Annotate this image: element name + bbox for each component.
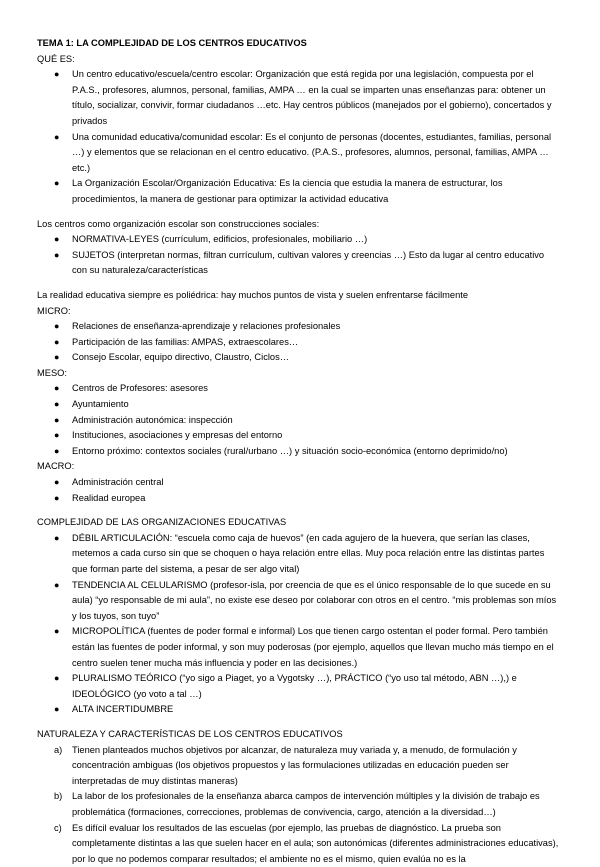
list-item: a) Tienen planteados muchos objetivos por alcanzar, de naturaleza muy variada y, a menudo, de formulación y concentración ambiguas (los objetivos propuestos y las formulaciones utilizadas en educación pueden ser interpretadas de muy distintas maneras)	[37, 743, 560, 790]
bullet-icon: ●	[54, 624, 59, 640]
macro-label: MACRO:	[37, 459, 560, 475]
list-item: b) La labor de los profesionales de la enseñanza abarca campos de intervención múltiples y la división de trabajo es problemática (formaciones, correcciones, problemas de convivencia, cargo, atención a la diversidad…)	[37, 789, 560, 820]
list-item: ● MICROPOLÍTICA (fuentes de poder formal e informal) Los que tienen cargo ostentan el poder formal. Pero también están las fuentes de poder informal, y son muy poderosas (por ejemplo, aquellos que llevan mucho más tiempo en el centro suelen tener mucha más influencia y poder en las decisiones.)	[37, 624, 560, 671]
list-item: ● DÉBIL ARTICULACIÓN: “escuela como caja de huevos” (en cada agujero de la huevera, que serían las clases, metemos a cada curso sin que se choquen o haya relación entre ellas. Muy poca relación entre las distintas partes que forman parte del sistema, a pesar de ser algo vital)	[37, 531, 560, 578]
bullet-icon: ●	[54, 444, 59, 460]
que-es-label: QUÉ ES:	[37, 52, 560, 68]
macro-list	[37, 475, 560, 506]
bullet-icon: ●	[54, 702, 59, 718]
list-item: ● Administración central	[37, 475, 560, 491]
list-item: ● Entorno próximo: contextos sociales (rural/urbano …) y situación socio-económica (entorno deprimido/no)	[37, 444, 560, 460]
item-letter: a)	[54, 743, 62, 759]
bullet-icon: ●	[54, 381, 59, 397]
list-item: ● La Organización Escolar/Organización Educativa: Es la ciencia que estudia la manera de estructurar, los procedimientos, la manera de gestionar para optimizar la actividad educativa	[37, 176, 560, 207]
list-item: ● Un centro educativo/escuela/centro escolar: Organización que está regida por una legislación, compuesta por el P.A.S., profesores, alumnos, personal, familias, AMPA … en la cual se imparten unas enseñanzas para: obtener un título, socializar, convivir, formar ciudadanos …etc. Hay centros públicos (manejados por el gobierno), concertados y privados	[37, 67, 560, 129]
que-es-list	[37, 67, 560, 207]
document-title: TEMA 1: LA COMPLEJIDAD DE LOS CENTROS EDUCATIVOS	[37, 36, 560, 52]
construcciones-intro: Los centros como organización escolar son construcciones sociales:	[37, 217, 560, 233]
list-item: ● PLURALISMO TEÓRICO (“yo sigo a Piaget, yo a Vygotsky …), PRÁCTICO (“yo uso tal método, ABN …),) e IDEOLÓGICO (yo voto a tal …)	[37, 671, 560, 702]
list-item: ● SUJETOS (interpretan normas, filtran currículum, cultivan valores y creencias …) Esto da lugar al centro educativo con su naturaleza/características	[37, 248, 560, 279]
list-item: ● TENDENCIA AL CELULARISMO (profesor-isla, por creencia de que es el único responsable de lo que sucede en su aula) “yo responsable de mi aula”, no existe ese deseo por colaborar con otros en el centro. “mis problemas son míos y los tuyos, son tuyo”	[37, 578, 560, 625]
complejidad-list	[37, 531, 560, 718]
naturaleza-list	[37, 743, 560, 867]
bullet-icon: ●	[54, 578, 59, 594]
item-letter: b)	[54, 789, 62, 805]
bullet-icon: ●	[54, 232, 59, 248]
list-item: ● Consejo Escolar, equipo directivo, Claustro, Ciclos…	[37, 350, 560, 366]
list-item: ● Relaciones de enseñanza-aprendizaje y relaciones profesionales	[37, 319, 560, 335]
list-item: ● Participación de las familias: AMPAS, extraescolares…	[37, 335, 560, 351]
meso-label: MESO:	[37, 366, 560, 382]
bullet-icon: ●	[54, 531, 59, 547]
bullet-icon: ●	[54, 176, 59, 192]
list-item: ● Ayuntamiento	[37, 397, 560, 413]
list-item: ● ALTA INCERTIDUMBRE	[37, 702, 560, 718]
bullet-icon: ●	[54, 248, 59, 264]
list-item: ● Administración autonómica: inspección	[37, 413, 560, 429]
bullet-icon: ●	[54, 413, 59, 429]
bullet-icon: ●	[54, 428, 59, 444]
list-item: ● NORMATIVA-LEYES (currículum, edificios, profesionales, mobiliario …)	[37, 232, 560, 248]
bullet-icon: ●	[54, 397, 59, 413]
list-item: c) Es difícil evaluar los resultados de las escuelas (por ejemplo, las pruebas de diagnóstico. La prueba son completamente distintas a las que suelen hacer en el aula; son autonómicas (diferentes administraciones educativas), por lo que no podemos comparar resultados; el ambiente no es el mismo, quien evalúa no es la	[37, 821, 560, 867]
bullet-icon: ●	[54, 319, 59, 335]
naturaleza-title: NATURALEZA Y CARACTERÍSTICAS DE LOS CENTROS EDUCATIVOS	[37, 727, 560, 743]
micro-label: MICRO:	[37, 304, 560, 320]
meso-list	[37, 381, 560, 459]
bullet-icon: ●	[54, 671, 59, 687]
list-item: ● Instituciones, asociaciones y empresas del entorno	[37, 428, 560, 444]
list-item: ● Realidad europea	[37, 491, 560, 507]
micro-list	[37, 319, 560, 366]
bullet-icon: ●	[54, 335, 59, 351]
list-item: ● Una comunidad educativa/comunidad escolar: Es el conjunto de personas (docentes, estudiantes, familias, personal …) y elementos que se relacionan en el centro educativo. (P.A.S., profesores, alumnos, personal, familias, AMPA …etc.)	[37, 130, 560, 177]
bullet-icon: ●	[54, 130, 59, 146]
complejidad-title: COMPLEJIDAD DE LAS ORGANIZACIONES EDUCATIVAS	[37, 515, 560, 531]
construcciones-list	[37, 232, 560, 279]
realidad-intro: La realidad educativa siempre es poliédrica: hay muchos puntos de vista y suelen enfrentarse fácilmente	[37, 288, 560, 304]
list-item: ● Centros de Profesores: asesores	[37, 381, 560, 397]
bullet-icon: ●	[54, 475, 59, 491]
bullet-icon: ●	[54, 350, 59, 366]
bullet-icon: ●	[54, 491, 59, 507]
bullet-icon: ●	[54, 67, 59, 83]
item-letter: c)	[54, 821, 62, 837]
